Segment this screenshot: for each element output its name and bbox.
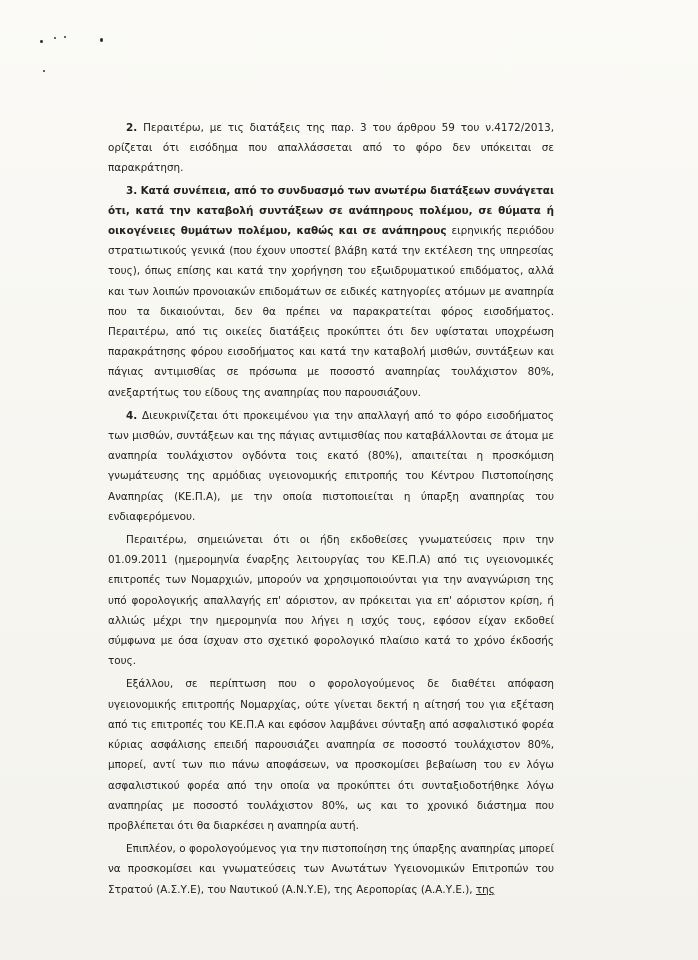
paragraph-7 (108, 839, 554, 900)
paragraph-5 (108, 530, 554, 671)
scan-speck (100, 38, 103, 42)
paragraph-number: 3. (126, 184, 138, 197)
paragraph-lead: Κατά συνέπεια, από το συνδυασμό των ανωτέρω διατάξεων συνάγεται ότι, κατά την καταβολή συντάξεων σε ανάπηρους πολέμου, σε θύματα ή οικογένειες θυμάτων πολέμου, καθώς και σε ανάπηρους (108, 184, 554, 238)
document-body (108, 118, 554, 903)
scan-speck (64, 36, 66, 38)
paragraph-text: Εξάλλου, σε περίπτωση που ο φορολογούμενος δε διαθέτει απόφαση υγειονομικής επιτροπής Νομαρχίας, ούτε γίνεται δεκτή η αίτησή του για εξέταση από τις επιτροπές του ΚΕ.Π.Α και εφόσον λαμβάνει σύνταξη από ασφαλιστικό φορέα κύριας ασφάλισης επειδή παρουσιάζει αναπηρία σε ποσοστό τουλάχιστον 80%, μπορεί, αντί των πιο πάνω αποφάσεων, να προσκομίσει βεβαίωση του εν λόγω ασφαλιστικού φορέα από την οποία να προκύπτει ότι συνταξιοδοτήθηκε λόγω αναπηρίας με ποσοστό τουλάχιστον 80%, ως και το χρονικό διάστημα που προβλέπεται ότι θα διαρκέσει η αναπηρία αυτή. (108, 678, 554, 832)
paragraph-2 (108, 118, 554, 179)
paragraph-text: Περαιτέρω, σημειώνεται ότι οι ήδη εκδοθείσες γνωματεύσεις πριν την 01.09.2011 (ημερομηνία έναρξης λειτουργίας του ΚΕ.Π.Α) από τις υγειονομικές επιτροπές των Νομαρχιών, μπορούν να χρησιμοποιούνται για την αναγνώριση της υπό φορολογικής απαλλαγής επ' αόριστον, αν πρόκειται για επ' αόριστον κρίση, ή αλλιώς μέχρι την ημερομηνία που λήγει η ισχύς τους, εφόσον είχαν εκδοθεί σύμφωνα με όσα ίσχυαν στο σχετικό φορολογικό πλαίσιο κατά το χρόνο έκδοσής τους. (108, 534, 554, 668)
paragraph-tail: της (475, 883, 495, 896)
paragraph-text: Διευκρινίζεται ότι προκειμένου για την απαλλαγή από το φόρο εισοδήματος των μισθών, συντάξεων και της πάγιας αντιμισθίας που καταβάλλονται σε άτομα με αναπηρία τουλάχιστον ογδόντα τοις εκατό (80%), απαιτείται η προσκόμιση γνωμάτευσης της αρμόδιας υγειονομικής επιτροπής του Κέντρου Πιστοποίησης Αναπηρίας (ΚΕ.Π.Α), με την οποία πιστοποιείται η ύπαρξη αναπηρίας του ενδιαφερόμενου. (108, 409, 555, 523)
paragraph-number: 4. (126, 409, 138, 422)
paragraph-text: Επιπλέον, ο φορολογούμενος για την πιστοποίηση της ύπαρξης αναπηρίας μπορεί να προσκομίσει και γνωματεύσεις των Ανωτάτων Υγειονομικών Επιτροπών του Στρατού (Α.Σ.Υ.Ε), του Ναυτικού (Α.Ν.Υ.Ε), της Αεροπορίας (Α.Α.Υ.Ε.), (108, 843, 554, 896)
paragraph-3 (108, 181, 554, 403)
scan-speck (40, 40, 43, 43)
paragraph-text: Περαιτέρω, με τις διατάξεις της παρ. 3 του άρθρου 59 του ν.4172/2013, ορίζεται ότι εισόδημα που απαλλάσσεται από το φόρο δεν υπόκειται σε παρακράτηση. (108, 122, 554, 175)
scan-speck (43, 70, 45, 72)
paragraph-6 (108, 674, 554, 836)
scan-speck (54, 37, 56, 39)
paragraph-4 (108, 406, 554, 527)
paragraph-text: ειρηνικής περιόδου στρατιωτικούς γενικά (που έχουν υποστεί βλάβη κατά την εκτέλεση της υπηρεσίας τους), όπως επίσης και κατά την χορήγηση του εξωιδρυματικού επιδόματος, αλλά και των λοιπών προνοιακών επιδομάτων σε ειδικές κατηγορίες ατόμων με αναπηρία που τα δικαιούνται, δεν θα πρέπει να παρακρατείται φόρος εισοδήματος. Περαιτέρω, από τις οικείες διατάξεις προκύπτει ότι δεν υφίσταται υποχρέωση παρακράτησης φόρου εισοδήματος και κατά την καταβολή μισθών, συντάξεων και πάγιας αντιμισθίας σε πρόσωπα με ποσοστό αναπηρίας τουλάχιστον 80%, ανεξαρτήτως του είδους της αναπηρίας που παρουσιάζουν. (108, 225, 554, 399)
paragraph-number: 2. (126, 122, 138, 134)
